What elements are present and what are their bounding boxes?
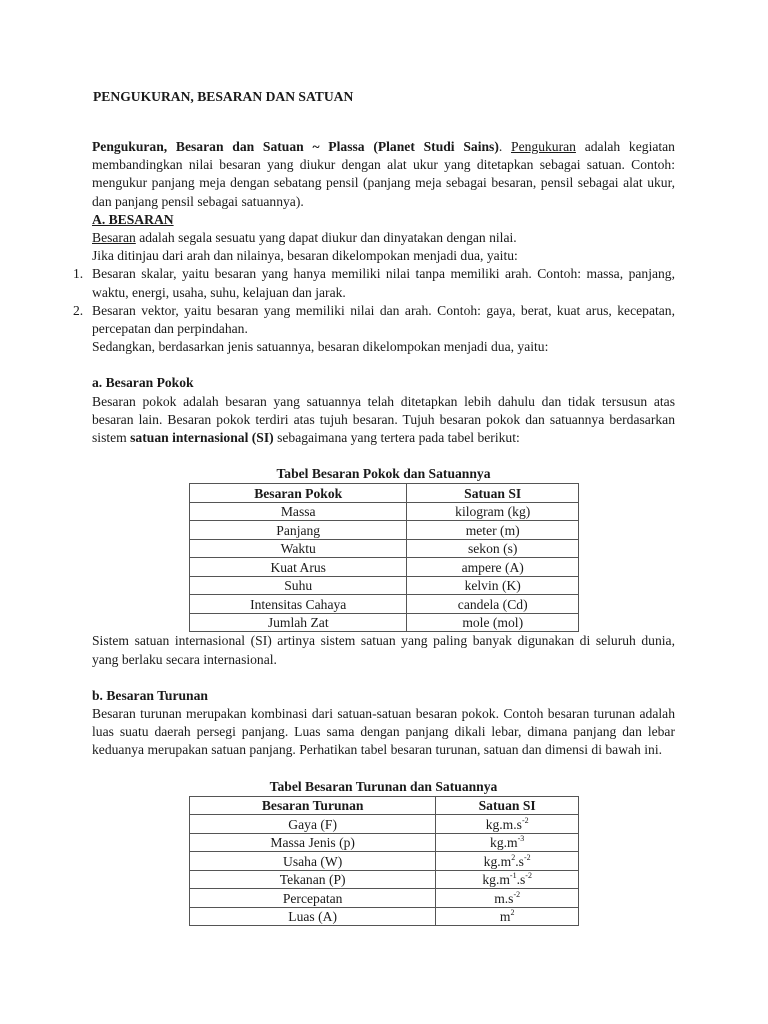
section-a-heading: A. BESARAN — [92, 211, 174, 227]
unit-cell — [436, 907, 579, 926]
list-text: Besaran skalar, yaitu besaran yang hanya memiliki nilai tanpa memiliki arah. Contoh: massa, panjang, waktu, energi, usaha, suhu, kelajuan dan jarak. — [92, 266, 675, 300]
table-cell: Intensitas Cahaya — [190, 595, 407, 614]
table-cell: Suhu — [190, 576, 407, 595]
table-cell: Massa Jenis (p) — [190, 833, 436, 852]
besaran-turunan-heading: b. Besaran Turunan — [92, 687, 208, 703]
document-body — [73, 138, 675, 926]
list-item — [73, 302, 675, 338]
intro-paragraph — [92, 138, 675, 211]
unit-exponent: -1 — [509, 871, 517, 881]
table-cell: Massa — [190, 502, 407, 521]
table-cell: Waktu — [190, 539, 407, 558]
unit-base: m.s — [494, 890, 514, 906]
table-cell: sekon (s) — [407, 539, 579, 558]
table-row — [190, 889, 579, 908]
table-row — [190, 576, 579, 595]
table-row — [190, 539, 579, 558]
table-row — [190, 907, 579, 926]
unit-base: m — [499, 909, 511, 925]
besaran-pokok-paragraph — [92, 393, 675, 448]
unit-base: kg.m — [483, 853, 512, 869]
unit-cell — [436, 833, 579, 852]
table-row — [190, 613, 579, 632]
table-cell: Gaya (F) — [190, 815, 436, 834]
si-explanation: Sistem satuan internasional (SI) artinya sistem satuan yang paling banyak digunakan di seluruh dunia, yang berlaku secara internasional. — [92, 633, 675, 667]
table-header-row — [190, 484, 579, 503]
table-cell: candela (Cd) — [407, 595, 579, 614]
pokok-para-end: sebagaimana yang tertera pada tabel berikut: — [273, 430, 520, 446]
list-text: Besaran vektor, yaitu besaran yang memiliki nilai dan arah. Contoh: gaya, berat, kuat arus, kecepatan, percepatan dan perpindahan. — [92, 302, 675, 337]
document-title: PENGUKURAN, BESARAN DAN SATUAN — [93, 89, 354, 104]
table-cell: Usaha (W) — [190, 852, 436, 871]
unit-exponent: 2 — [510, 908, 515, 918]
table-row — [190, 870, 579, 889]
table-cell: Jumlah Zat — [190, 613, 407, 632]
turunan-table — [189, 796, 579, 927]
besaran-definition-rest: adalah segala sesuatu yang dapat diukur dan dinyatakan dengan nilai. — [135, 230, 517, 246]
table-cell: Kuat Arus — [190, 558, 407, 577]
table-cell: Percepatan — [190, 889, 436, 908]
table-row — [190, 833, 579, 852]
list-item — [73, 265, 675, 301]
table-row — [190, 502, 579, 521]
column-header: Besaran Pokok — [190, 484, 407, 503]
table-row — [190, 815, 579, 834]
list-number: 1. — [73, 266, 84, 282]
besaran-turunan-paragraph: Besaran turunan merupakan kombinasi dari satuan-satuan besaran pokok. Contoh besaran turunan adalah luas suatu daerah persegi panjang. Luas sama dengan panjang dikali lebar, dimana panjang dan lebar keduanya merupakan satuan panjang. Perhatikan tabel besaran turunan, satuan dan dimensi di bawah ini. — [92, 706, 675, 758]
unit-exponent: -2 — [523, 852, 531, 862]
table-cell: ampere (A) — [407, 558, 579, 577]
table-header-row — [190, 796, 579, 815]
unit-exponent: -3 — [517, 834, 525, 844]
unit-exponent: -2 — [525, 871, 532, 881]
section-a-line2: Jika ditinjau dari arah dan nilainya, besaran dikelompokan menjadi dua, yaitu: — [92, 248, 518, 264]
intro-separator: . — [498, 139, 512, 154]
intro-bold-lead: Pengukuran, Besaran dan Satuan ~ Plassa (Planet Studi Sains) — [92, 139, 499, 154]
unit-base: .s — [515, 853, 524, 869]
besaran-type-list — [73, 265, 675, 338]
table-row — [190, 558, 579, 577]
turunan-table-caption: Tabel Besaran Turunan dan Satuannya — [269, 778, 498, 794]
besaran-definition — [92, 229, 675, 247]
pokok-para-bold: satuan internasional (SI) — [130, 430, 274, 446]
unit-base: .s — [516, 872, 526, 888]
section-a-line3: Sedangkan, berdasarkan jenis satuannya, besaran dikelompokan menjadi dua, yaitu: — [92, 339, 549, 355]
unit-cell — [436, 815, 579, 834]
unit-exponent: -2 — [521, 815, 529, 825]
unit-base: kg.m — [490, 835, 518, 851]
pokok-table — [189, 483, 579, 632]
pokok-para-start: Besaran pokok adalah besaran yang satuannya telah ditetapkan lebih dahulu dan tidak tersusun atas besaran lain. Besaran pokok terdiri atas tujuh besaran. Tujuh besaran pokok dan satuannya berdasarkan sistem — [92, 393, 675, 446]
table-row — [190, 852, 579, 871]
pokok-table-caption: Tabel Besaran Pokok dan Satuannya — [276, 466, 491, 482]
table-cell: kilogram (kg) — [407, 502, 579, 521]
table-cell: Luas (A) — [190, 907, 436, 926]
unit-exponent: -2 — [513, 889, 521, 899]
unit-cell — [436, 889, 579, 908]
table-row — [190, 595, 579, 614]
unit-base: kg.m.s — [485, 816, 522, 832]
column-header: Satuan SI — [436, 796, 579, 815]
table-cell: kelvin (K) — [407, 576, 579, 595]
table-cell: meter (m) — [407, 521, 579, 540]
unit-cell — [436, 870, 579, 889]
besaran-pokok-heading: a. Besaran Pokok — [92, 375, 194, 391]
besaran-term: Besaran — [92, 230, 136, 246]
unit-exponent: 2 — [511, 852, 516, 862]
column-header: Satuan SI — [407, 484, 579, 503]
table-cell: mole (mol) — [407, 613, 579, 632]
column-header: Besaran Turunan — [190, 796, 436, 815]
table-cell: Tekanan (P) — [190, 870, 436, 889]
intro-underlined-term: Pengukuran — [511, 139, 576, 154]
table-row — [190, 521, 579, 540]
list-number: 2. — [73, 302, 84, 318]
intro-rest: adalah kegiatan membandingkan nilai besaran yang diukur dengan alat ukur yang ditetapkan sebagai satuan. Contoh: mengukur panjang meja dengan sebatang pensil (panjang meja sebagai besaran, pensil sebagai alat ukur, dan panjang pensil sebagai satuannya). — [92, 139, 675, 209]
table-cell: Panjang — [190, 521, 407, 540]
unit-base: kg.m — [482, 872, 510, 888]
unit-cell — [436, 852, 579, 871]
